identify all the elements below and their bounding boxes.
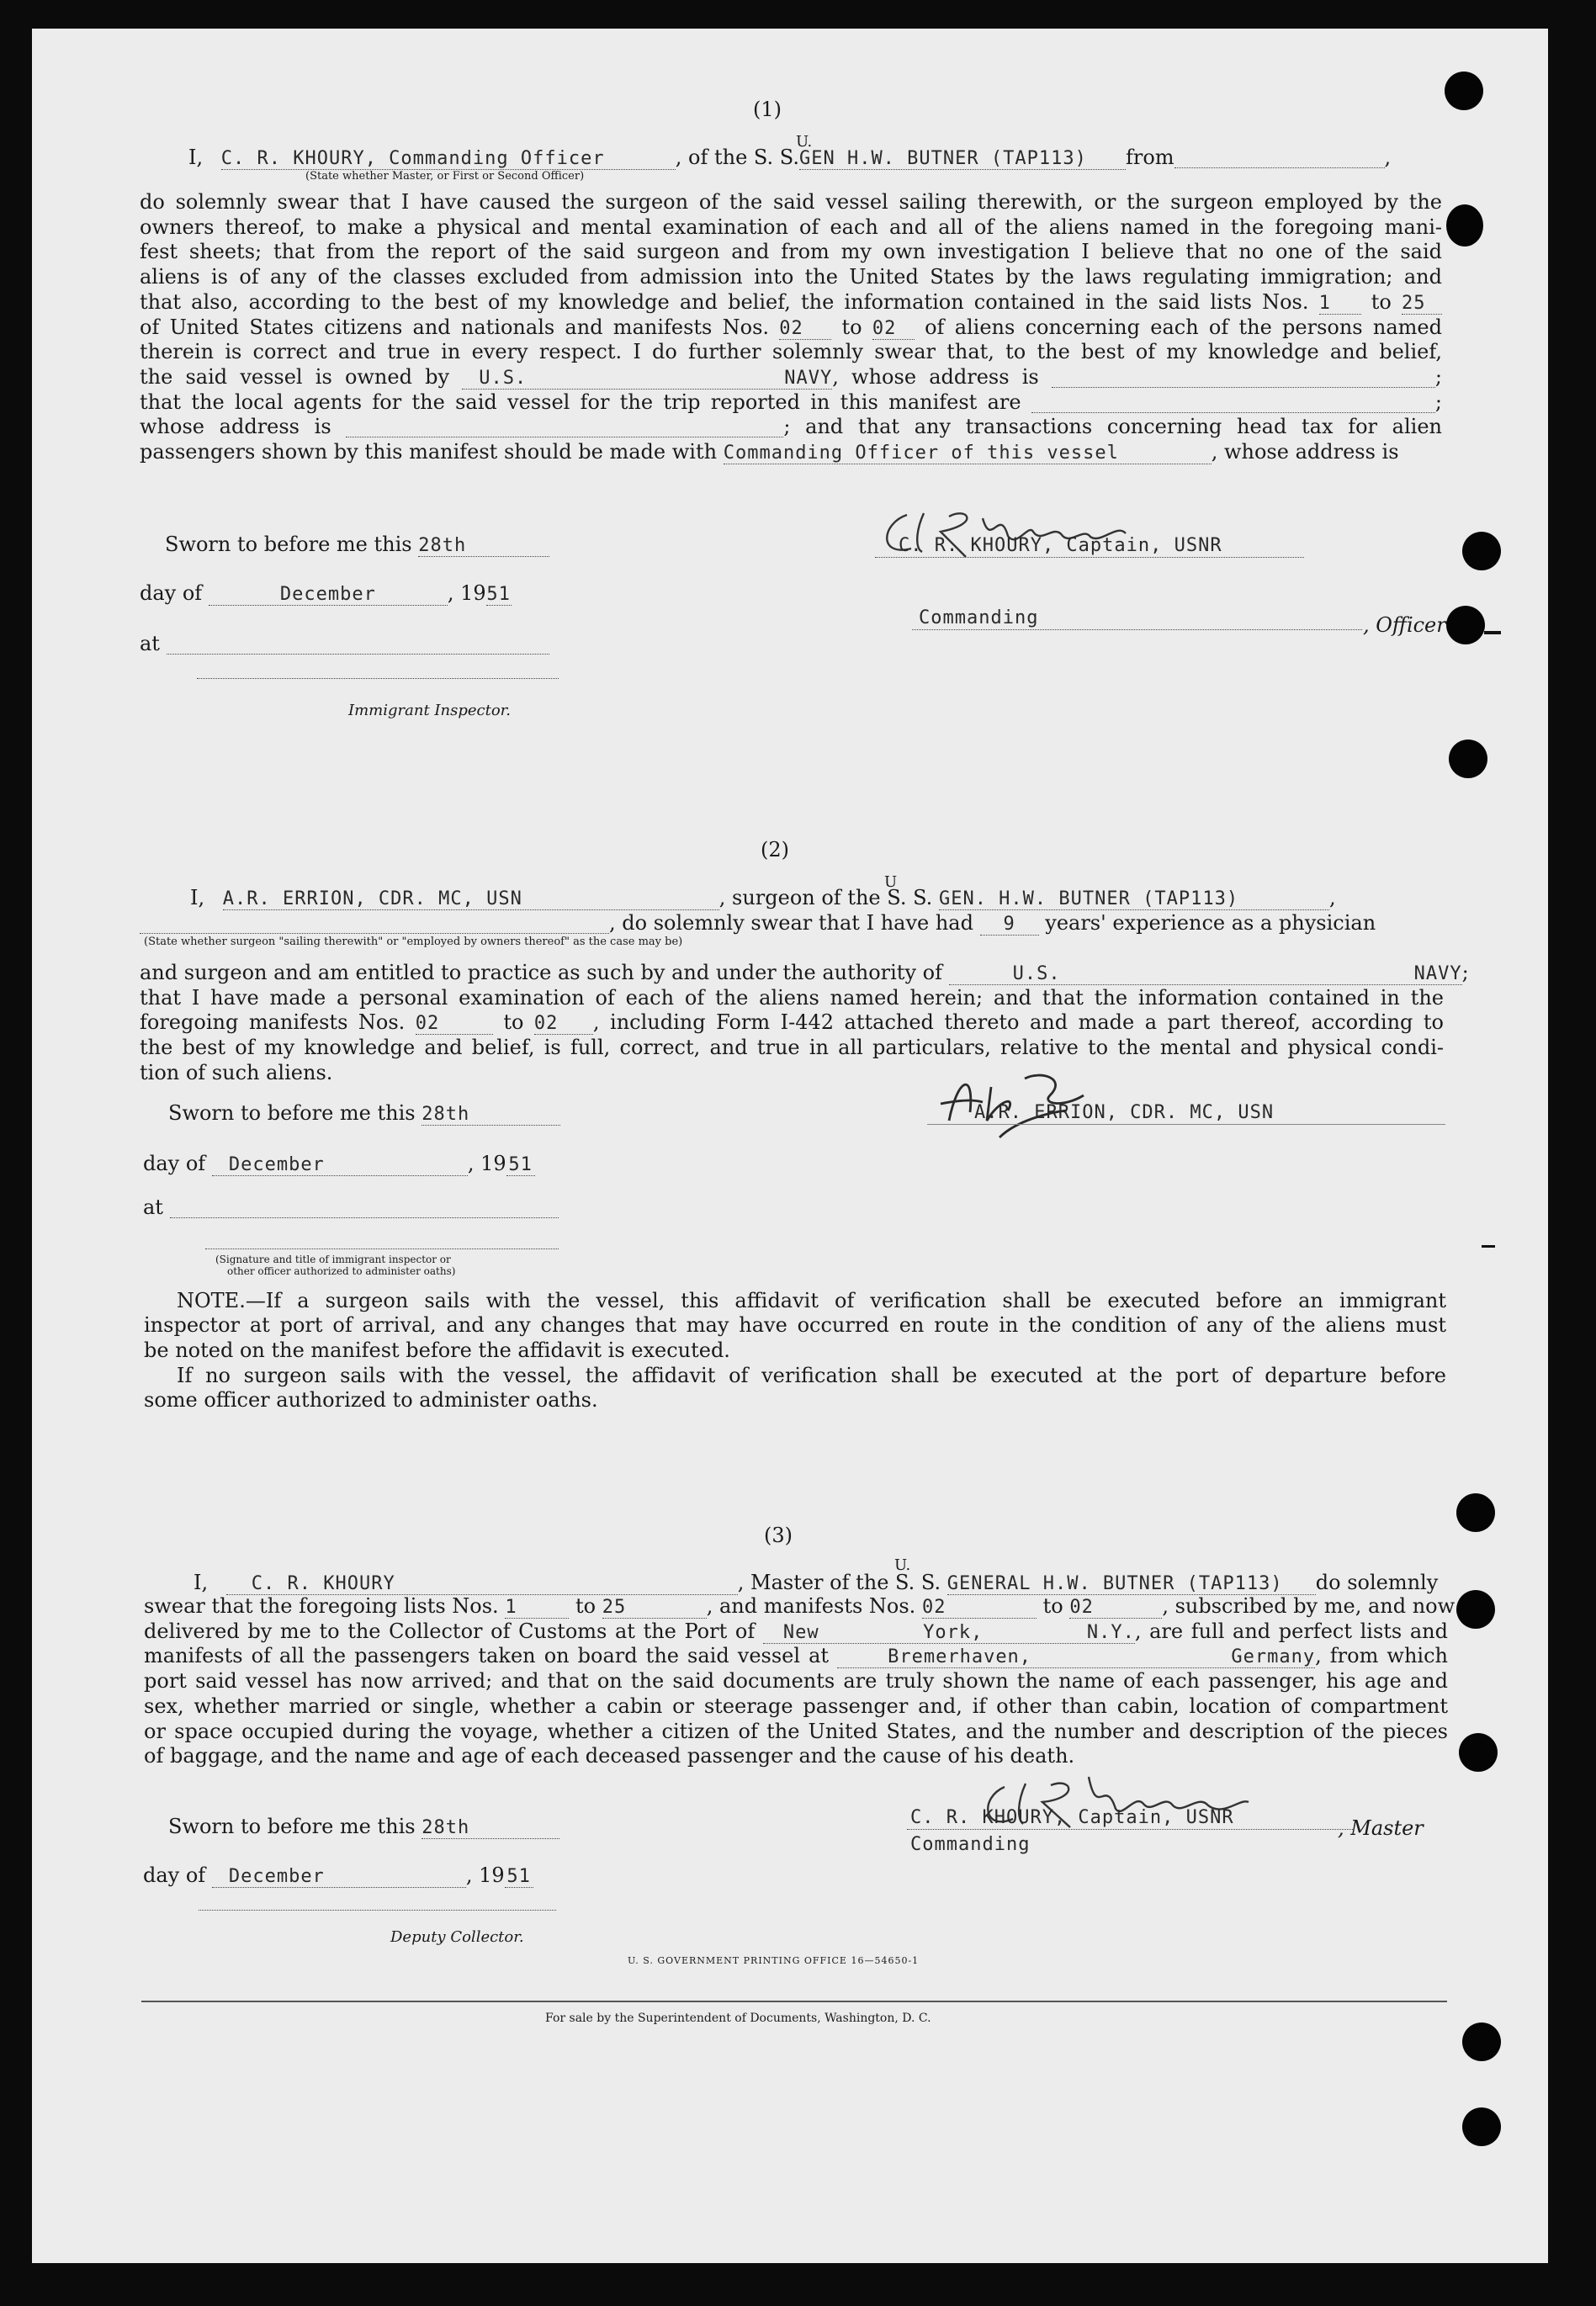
note-block-cont — [144, 1313, 1446, 1363]
year-field[interactable]: 51 — [486, 584, 511, 605]
note-line: If no surgeon sails with the vessel, the affidavit of verification shall be executed at the port of departure before — [177, 1364, 1446, 1387]
owner-field[interactable]: U.S. NAVY — [462, 368, 832, 390]
officer-caption: (State whether Master, or First or Second Officer) — [305, 170, 585, 183]
punch-hole — [1456, 1590, 1495, 1629]
note-line: NOTE.—If a surgeon sails with the vessel, this affidavit of verification shall be executed before an immigrant — [177, 1289, 1446, 1312]
year-field[interactable]: 51 — [506, 1155, 535, 1176]
punch-hole — [1462, 2022, 1501, 2061]
deputy-collector-signature-line[interactable] — [199, 1910, 556, 1911]
section-1-u-mark: U. — [796, 133, 813, 151]
from-field[interactable] — [1174, 147, 1385, 168]
body-line: the best of my knowledge and belief, is full, correct, and true in all particulars, relative to the mental and physical condi- — [140, 1036, 1444, 1060]
for-sale-notice: For sale by the Superintendent of Documents, Washington, D. C. — [545, 2012, 931, 2025]
section-2-number: (2) — [761, 838, 789, 861]
month-field[interactable]: December — [209, 585, 448, 606]
manifest-to-field[interactable]: 02 — [1069, 1598, 1162, 1619]
body-line: sex, whether married or single, whether a cabin or steerage passenger and, if other than cabin, location of compartment — [144, 1694, 1448, 1718]
at-field[interactable] — [170, 1197, 559, 1218]
officer-label: , Officer — [1363, 613, 1446, 637]
signer-2-typed: A.R. ERRION, CDR. MC, USN — [974, 1102, 1275, 1123]
signer-2-line[interactable] — [927, 1124, 1445, 1125]
note-2-block — [177, 1364, 1446, 1389]
master-label: , Master — [1338, 1816, 1424, 1840]
punch-hole — [1449, 740, 1487, 778]
manifest-from-field[interactable]: 02 — [779, 319, 831, 340]
sig-caption-1: (Signature and title of immigrant inspector or — [215, 1254, 451, 1265]
body-line: of baggage, and the name and age of each deceased passenger and the cause of his death. — [144, 1744, 1075, 1768]
agents-address-field[interactable] — [346, 416, 783, 437]
manifest-sheet — [32, 29, 1548, 2263]
punch-hole — [1462, 532, 1501, 570]
manifest-to-field[interactable]: 02 — [872, 319, 915, 340]
head-tax-contact-field[interactable]: Commanding Officer of this vessel — [724, 443, 1212, 464]
at-line: at — [143, 1195, 559, 1220]
sworn-day-field[interactable]: 28th — [422, 1818, 559, 1839]
note-line: be noted on the manifest before the affidavit is executed. — [144, 1338, 730, 1362]
section-3-u-mark: U. — [894, 1556, 911, 1574]
margin-mark — [1484, 631, 1501, 634]
surgeon-name-field[interactable]: A.R. ERRION, CDR. MC, USN — [223, 889, 719, 910]
body-line: foregoing manifests Nos. 02 to 02 , including Form I-442 attached thereto and made a part thereof, according to — [140, 1010, 1445, 1035]
at-line: at — [140, 631, 549, 656]
master-name-field[interactable]: C. R. KHOURY — [226, 1574, 738, 1595]
body-line: aliens is of any of the classes excluded from admission into the United States by the laws regulating immigration; and — [140, 265, 1442, 289]
section-3-body — [144, 1594, 1455, 1769]
body-line: manifests of all the passengers taken on board the said vessel at Bremerhaven, Germany, from which — [144, 1644, 1448, 1668]
body-line: or space occupied during the voyage, whether a citizen of the United States, and the number and description of the pieces — [144, 1719, 1448, 1743]
sworn-day-field[interactable]: 28th — [418, 536, 549, 557]
surgeon-caption: (State whether surgeon "sailing therewith" or "employed by owners thereof" as the case may be) — [144, 936, 683, 948]
inspector-label: Immigrant Inspector. — [348, 702, 512, 719]
section-3-number: (3) — [764, 1524, 793, 1547]
vessel-field[interactable]: GENERAL H.W. BUTNER (TAP113) — [947, 1574, 1316, 1595]
intro-i: I, — [188, 146, 204, 169]
body-line: therein is correct and true in every respect. I do further solemnly swear that, to the best of my knowledge and belief, — [140, 340, 1442, 364]
body-line: and surgeon and am entitled to practice as such by and under the authority of U.S. NAVY; — [140, 961, 1469, 984]
body-line: that I have made a personal examination of each of the aliens named herein; and that the information contained in the — [140, 985, 1444, 1010]
signer-3-line[interactable] — [907, 1829, 1353, 1830]
signer-1-title-line[interactable] — [912, 629, 1362, 630]
lists-from-field[interactable]: 1 — [505, 1598, 569, 1619]
signer-1-typed: C. R. KHOURY, Captain, USNR — [899, 535, 1222, 556]
signer-1-line[interactable] — [875, 557, 1304, 558]
authority-field[interactable]: U.S. NAVY — [949, 964, 1462, 985]
note-block — [177, 1289, 1446, 1314]
body-line: that the local agents for the said vessel for the trip reported in this manifest are ; — [140, 390, 1442, 414]
body-line: do solemnly swear that I have caused the surgeon of the said vessel sailing therewith, or the surgeon employed by the — [140, 190, 1442, 214]
section-2-body — [140, 961, 1469, 1086]
from-label: from — [1125, 146, 1174, 169]
body-line: owners thereof, to make a physical and mental examination of each and all of the aliens named in the foregoing mani- — [140, 215, 1442, 239]
vessel-field[interactable]: GEN. H.W. BUTNER (TAP113) — [939, 889, 1329, 910]
day-of-line: day of December , 1951 — [140, 581, 511, 605]
body-line: the said vessel is owned by U.S. NAVY, whose address is ; — [140, 364, 1442, 389]
day-of-line: day of December , 19 51 — [143, 1151, 535, 1176]
year-field[interactable]: 51 — [505, 1867, 533, 1888]
footer-rule — [141, 2001, 1447, 2002]
years-field[interactable]: 9 — [980, 914, 1039, 936]
section-3-intro: I, C. R. KHOURY , Master of the S. S. GENERAL H.W. BUTNER (TAP113) do solemnly — [194, 1571, 1439, 1594]
embark-field[interactable]: Bremerhaven, Germany — [837, 1647, 1315, 1668]
port-field[interactable]: New York, N.Y. — [763, 1623, 1135, 1644]
body-line: passengers shown by this manifest should be made with Commanding Officer of this vessel , whose address is — [140, 440, 1399, 464]
of-the-ss: , of the S. S. — [675, 146, 799, 169]
section-1-body — [140, 190, 1442, 465]
body-line: whose address is ; and that any transactions concerning head tax for alien — [140, 415, 1442, 439]
manifest-from-field[interactable]: 02 — [922, 1598, 1037, 1619]
lists-to-field[interactable]: 25 — [1402, 294, 1442, 315]
officer-name-field[interactable]: C. R. KHOURY, Commanding Officer — [221, 149, 676, 170]
signer-3-title: Commanding — [910, 1834, 1031, 1855]
manifest-to-field[interactable]: 02 — [534, 1014, 593, 1035]
sworn-line: Sworn to before me this 28th — [168, 1814, 559, 1839]
vessel-field[interactable]: GEN H.W. BUTNER (TAP113) — [799, 149, 1126, 170]
at-field[interactable] — [167, 633, 549, 655]
deputy-label: Deputy Collector. — [390, 1928, 524, 1946]
punch-hole — [1446, 204, 1483, 247]
section-2-line-2: , do solemnly swear that I have had 9 years' experience as a physician — [140, 910, 1376, 936]
sworn-line: Sworn to before me this 28th — [168, 1100, 560, 1126]
local-agents-field[interactable] — [1031, 392, 1435, 413]
punch-hole — [1462, 2107, 1501, 2146]
section-2-intro: I, A.R. ERRION, CDR. MC, USN , surgeon of the S. S. GEN. H.W. BUTNER (TAP113) , — [190, 886, 1336, 909]
note-line: some officer authorized to administer oaths. — [144, 1388, 598, 1412]
sworn-line: Sworn to before me this 28th — [165, 532, 549, 557]
punch-hole — [1456, 1493, 1495, 1532]
section-1-number: (1) — [753, 98, 782, 121]
signer-3-typed: C. R. KHOURY, Captain, USNR — [910, 1807, 1234, 1828]
lists-from-field[interactable]: 1 — [1319, 294, 1361, 315]
section-1-intro: I, C. R. KHOURY, Commanding Officer , of the S. S.GEN H.W. BUTNER (TAP113) from , — [188, 146, 1392, 169]
body-line: that also, according to the best of my knowledge and belief, the information contained in the said lists Nos. 1 to 25 — [140, 290, 1442, 315]
signer-1-title: Commanding — [919, 607, 1039, 628]
sig-caption-2: other officer authorized to administer oaths) — [227, 1265, 456, 1277]
inspector-signature-line[interactable] — [197, 678, 559, 679]
body-line: swear that the foregoing lists Nos. 1 to 25 , and manifests Nos. 02 to 02 , subscribed by me, and now — [144, 1594, 1455, 1618]
body-line: of United States citizens and nationals and manifests Nos. 02 to 02 of aliens concerning each of the persons named — [140, 315, 1442, 339]
owner-address-field[interactable] — [1052, 367, 1435, 388]
note-2-block-cont — [144, 1388, 1446, 1413]
note-line: inspector at port of arrival, and any changes that may have occurred en route in the condition of any of the aliens must — [144, 1313, 1446, 1337]
manifest-from-field[interactable]: 02 — [416, 1014, 493, 1035]
section-2-u-mark: U — [884, 873, 898, 891]
punch-hole — [1459, 1733, 1498, 1772]
month-field[interactable]: December — [212, 1867, 466, 1888]
sworn-day-field[interactable]: 28th — [422, 1105, 560, 1126]
gpo-imprint: U. S. GOVERNMENT PRINTING OFFICE 16—54650-1 — [628, 1955, 920, 1966]
margin-mark — [1482, 1245, 1495, 1248]
body-line: tion of such aliens. — [140, 1060, 333, 1084]
body-line: fest sheets; that from the report of the said surgeon and from my own investigation I believe that no one of the said — [140, 240, 1442, 264]
body-line: port said vessel has now arrived; and that on the said documents are truly shown the name of each passenger, his age and — [144, 1669, 1448, 1694]
punch-hole — [1445, 72, 1483, 110]
month-field[interactable]: December — [212, 1155, 468, 1176]
punch-hole — [1446, 606, 1485, 644]
day-of-line: day of December , 19 51 — [143, 1863, 533, 1888]
body-line: delivered by me to the Collector of Customs at the Port of New York, N.Y., are full and perfect lists and — [144, 1619, 1448, 1643]
lists-to-field[interactable]: 25 — [602, 1598, 707, 1619]
oath-officer-signature-line[interactable] — [205, 1248, 559, 1249]
surgeon-status-field[interactable] — [140, 913, 609, 934]
